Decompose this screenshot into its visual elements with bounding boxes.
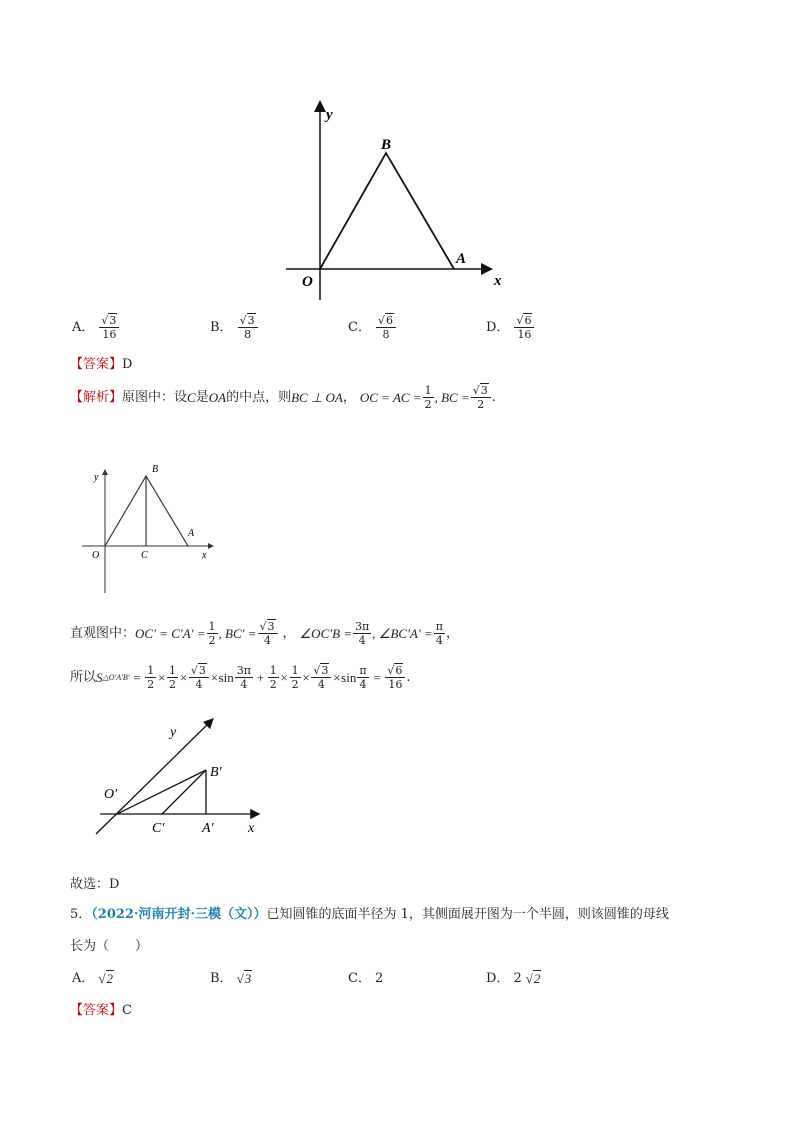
label-a: A — [456, 251, 467, 267]
q5-stem-line2: 长为（ ） — [70, 939, 149, 954]
q5-options — [72, 970, 632, 990]
q4-option-d[interactable]: D． $\frac{√6}{16}$ — [486, 314, 535, 341]
label-o: O — [92, 550, 100, 561]
label-a: A′ — [202, 821, 214, 836]
q4-options — [72, 314, 632, 348]
q5-option-c[interactable]: C． 2 — [348, 971, 384, 986]
q5-answer: 【答案】C — [70, 1003, 132, 1018]
label-o: O — [302, 274, 313, 290]
label-y: y — [326, 107, 333, 123]
q4-option-a[interactable]: A． $\frac{√3}{16}$ — [72, 314, 120, 341]
label-x: x — [494, 273, 502, 289]
label-b: B′ — [210, 765, 222, 780]
figure-original-triangle — [280, 95, 520, 310]
label-y: y — [170, 725, 177, 740]
q5-option-b[interactable]: B． √3 — [210, 971, 252, 986]
label-b: B — [381, 137, 392, 153]
area-formula: 所以 S △O′A′B′ = $\frac{1}{2}$ × $\frac{1}{2}$ × $\frac{√3}{4}$ × sin $\frac{3\pi}{4}$ + $\frac{1}{2}$ × $\frac{1}{2}$ × $\frac{√3}{4}$ × sin $\frac{\pi}{4}$ = $\frac{√6}{16}$ . — [70, 664, 411, 691]
q5-stem-line1: 5．（2022·河南开封·三模（文））已知圆锥的底面半径为 1，其侧面展开图为一个半圆，则该圆锥的母线 — [70, 907, 669, 922]
q4-choose: 故选：D — [70, 877, 120, 892]
label-y: y — [94, 472, 99, 483]
q4-option-b[interactable]: B． $\frac{√3}{8}$ — [210, 314, 259, 341]
q4-analysis: 【解析】 原图中：设 C 是 OA 的中点，则 BC ⊥ OA ， OC = AC = $\frac{1}{2}$ , BC = $\frac{√3}{2}$ . — [70, 384, 496, 411]
segment-ob — [117, 770, 206, 814]
label-b: B — [152, 464, 159, 475]
figure-intuitive — [86, 712, 266, 842]
triangle-oba — [320, 153, 454, 269]
q4-option-c[interactable]: C． $\frac{√6}{8}$ — [348, 314, 397, 341]
q4-answer: 【答案】D — [70, 357, 133, 372]
intuitive-line: 直观图中： OC′ = C′A′ = $\frac{1}{2}$ , BC′ = $\frac{√3}{4}$ ， ∠OC′B = $\frac{3\pi}{4}$ , ∠BC′A′ = $\frac{\pi}{4}$ ， — [70, 620, 459, 647]
label-c: C — [141, 550, 148, 561]
label-c: C′ — [152, 821, 165, 836]
label-x: x — [248, 821, 255, 836]
label-x: x — [202, 550, 207, 561]
label-a: A — [188, 528, 195, 539]
q5-option-a[interactable]: A． √2 — [72, 971, 114, 986]
segment-bc — [162, 770, 206, 814]
q5-option-d[interactable]: D． 2 √2 — [486, 971, 541, 986]
figure-original-with-midpoint — [78, 448, 223, 598]
label-o: O′ — [104, 787, 118, 802]
y-axis — [96, 720, 212, 834]
q5-source[interactable]: （2022·河南开封·三模（文）） — [91, 907, 267, 922]
